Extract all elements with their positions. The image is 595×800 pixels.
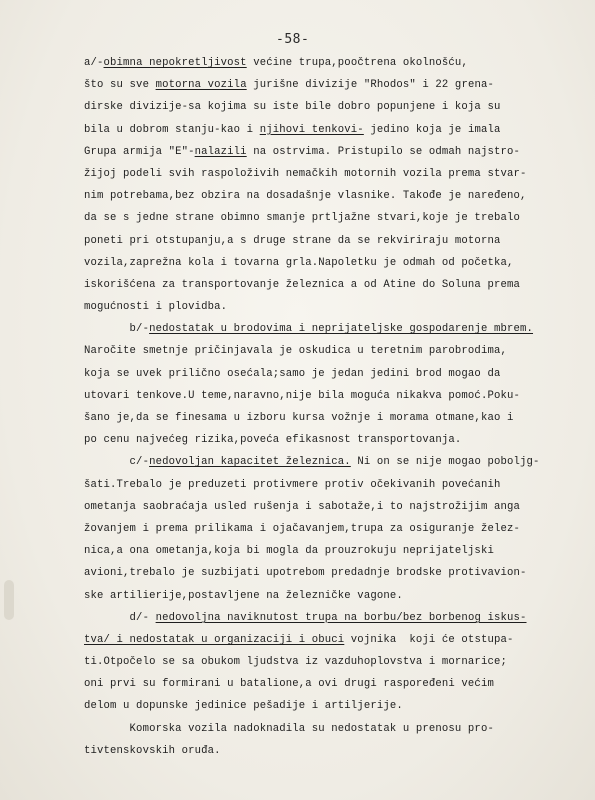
text-line	[84, 119, 594, 141]
text-segment: vozila,zaprežna kola i tovarna grla.Napoletku je odmah od početka,	[84, 256, 514, 269]
text-segment: jedino koja je imala	[363, 123, 501, 136]
text-segment: Naročite smetnje pričinjavala je oskudica u teretnim parobrodima,	[84, 345, 507, 358]
text-line	[84, 363, 594, 385]
text-line	[84, 318, 594, 340]
text-segment: delom u dopunske jedinice pešadije i artiljerije.	[84, 700, 403, 713]
text-line	[84, 163, 594, 185]
text-line	[84, 185, 594, 207]
text-segment: većine trupa,poočtrena okolnošću,	[246, 57, 468, 69]
text-line	[84, 518, 594, 540]
text-segment: b/-	[84, 323, 150, 336]
text-line	[84, 451, 594, 473]
text-segment: utovari tenkove.U teme,naravno,nije bila moguća nikakva pomoć.Poku-	[84, 389, 520, 402]
text-segment: Ni on se nije mogao poboljg-	[350, 456, 540, 469]
text-segment: oni prvi su formirani u batalione,a ovi drugi raspoređeni većim	[84, 678, 494, 691]
text-segment: bila u dobrom stanju-kao i	[84, 123, 260, 136]
text-line	[84, 96, 594, 118]
text-segment: Komorska vozila nadoknadila su nedostatak u prenosu pro-	[84, 722, 494, 735]
text-segment: ske artilierije,postavljene na železničke vagone.	[84, 589, 403, 602]
text-line	[84, 407, 594, 429]
text-line	[84, 496, 594, 518]
text-segment: nim potrebama,bez obzira na dosadašnje vlasnike. Takođe je naređeno,	[84, 190, 527, 203]
text-line	[84, 629, 594, 651]
text-segment: šano je,da se finesama u izboru kursa vožnje i morama otmane,kao i	[84, 412, 514, 424]
text-segment: što su sve	[84, 79, 156, 92]
text-line	[84, 296, 594, 318]
text-line	[84, 74, 594, 96]
text-segment: dirske divizije-sa kojima su iste bile dobro popunjene i koja su	[84, 101, 501, 114]
text-line	[84, 207, 594, 229]
text-segment: poneti pri otstupanju,a s druge strane da se rekviriraju motorna	[84, 234, 501, 247]
text-line	[84, 695, 594, 717]
text-segment: da se s jedne strane obimno smanje prtljažne stvari,koje je trebalo	[84, 212, 520, 225]
underlined-phrase: nedovoljan kapacitet železnica.	[149, 456, 351, 469]
underlined-phrase: njihovi tenkovi-	[259, 123, 364, 136]
text-line	[84, 340, 594, 362]
underlined-phrase: nedovoljna naviknutost trupa na borbu/bez borbenog iskus-	[155, 611, 527, 624]
text-line	[84, 141, 594, 163]
text-segment: d/-	[84, 611, 156, 624]
text-line	[84, 607, 594, 629]
text-line	[84, 385, 594, 407]
text-line	[84, 740, 594, 762]
text-line	[84, 230, 594, 252]
text-line	[84, 651, 594, 673]
underlined-phrase: nalazili	[194, 145, 247, 158]
text-segment: c/-	[84, 456, 150, 469]
text-segment: šati.Trebalo je preduzeti protivmere protiv očekivanih povećanih	[84, 478, 501, 491]
text-segment: na ostrvima. Pristupilo se odmah najstro-	[246, 145, 520, 158]
text-line	[84, 718, 594, 740]
punch-hole-mark	[4, 580, 14, 620]
text-segment: Grupa armija "E"-	[84, 145, 195, 158]
text-segment: iskorišćena za transportovanje železnica a od Atine do Soluna prema	[84, 278, 520, 291]
text-line	[84, 274, 594, 296]
text-segment: a/-	[84, 57, 104, 69]
text-line	[84, 474, 594, 496]
underlined-phrase: motorna vozila	[155, 79, 247, 92]
text-segment: vojnika koji će otstupa-	[344, 633, 514, 646]
text-line	[84, 52, 594, 74]
text-segment: ti.Otpočelo se sa obukom ljudstva iz vazduhoplovstva i mornarice;	[84, 656, 507, 669]
text-segment: ometanja saobraćaja usled rušenja i sabotaže,i to najstrožijim anga	[84, 500, 520, 513]
text-segment: nica,a ona ometanja,koja bi mogla da prouzrokuju neprijateljski	[84, 545, 494, 558]
document-body	[84, 52, 594, 762]
underlined-phrase: tva/ i nedostatak u organizaciji i obuci	[84, 633, 345, 646]
text-line	[84, 429, 594, 451]
text-line	[84, 585, 594, 607]
text-segment: avioni,trebalo je suzbijati upotrebom predadnje brodske protivavion-	[84, 567, 527, 580]
underlined-phrase: obimna nepokretljivost	[103, 57, 247, 69]
text-segment: koja se uvek prilično osećala;samo je jedan jedini brod mogao da	[84, 367, 501, 380]
text-segment: tivtenskovskih oruđa.	[84, 744, 221, 757]
text-line	[84, 562, 594, 584]
text-line	[84, 540, 594, 562]
text-segment: žijoj podeli svih raspoloživih nemačkih motornih vozila prema stvar-	[84, 167, 527, 180]
page-number: -58-	[276, 32, 310, 47]
text-segment: po cenu najvećeg rizika,poveća efikasnost transportovanja.	[84, 434, 462, 447]
text-segment: mogućnosti i plovidba.	[84, 301, 228, 314]
text-segment: jurišne divizije "Rhodos" i 22 grena-	[246, 79, 494, 92]
text-line	[84, 252, 594, 274]
underlined-phrase: nedostatak u brodovima i neprijateljske gospodarenje mbrem.	[149, 323, 534, 336]
text-segment: žovanjem i prema prilikama i ojačavanjem,trupa za osiguranje želez-	[84, 522, 520, 535]
text-line	[84, 673, 594, 695]
